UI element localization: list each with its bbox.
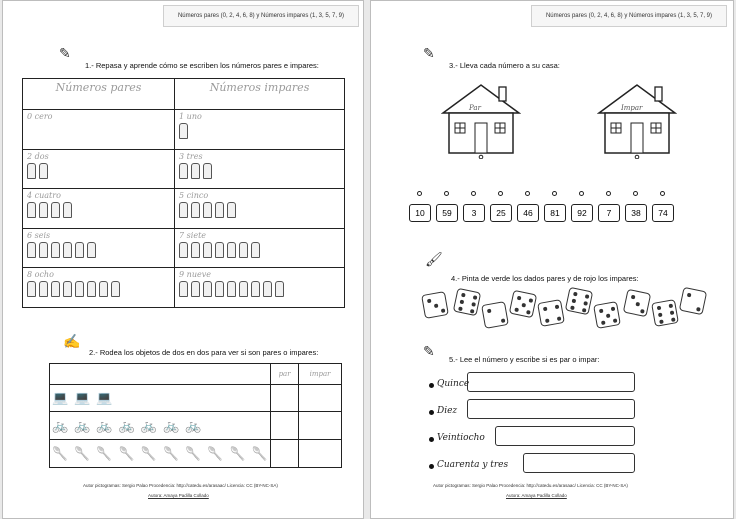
answer-par-cell[interactable]: [271, 384, 299, 412]
object-icon: 🥄: [229, 445, 246, 461]
answer-box[interactable]: [523, 453, 635, 473]
child-figure-icon: [39, 242, 48, 258]
child-figure-icon: [179, 202, 188, 218]
odd-number-cell: [175, 189, 345, 229]
bullet-icon: [429, 437, 434, 442]
page-header: Números pares (0, 2, 4, 6, 8) y Números impares (1, 3, 5, 7, 9): [163, 5, 359, 27]
connector-dot[interactable]: [633, 191, 638, 196]
child-figure-icon: [227, 281, 236, 297]
die-pip: [658, 313, 663, 318]
object-icon: 🚲: [52, 417, 69, 433]
bullet-icon: [429, 383, 434, 388]
number-card[interactable]: 38: [625, 204, 647, 222]
die-pip: [473, 295, 478, 300]
child-figure-icon: [227, 202, 236, 218]
die-pip: [514, 307, 519, 312]
answer-box[interactable]: [467, 399, 635, 419]
page-header: Números pares (0, 2, 4, 6, 8) y Números impares (1, 3, 5, 7, 9): [531, 5, 727, 27]
child-figure-icon: [27, 163, 36, 179]
worksheet-page-left: [2, 0, 364, 519]
die-pip: [529, 298, 534, 303]
children-figures: [179, 242, 340, 258]
odd-number-label: 5 cinco: [179, 191, 209, 201]
die-pip: [458, 306, 463, 311]
connector-dot[interactable]: [417, 191, 422, 196]
odd-number-label: 3 tres: [179, 151, 203, 161]
child-figure-icon: [111, 281, 120, 297]
child-figure-icon: [203, 281, 212, 297]
object-icon: 🥄: [74, 445, 91, 461]
die-pip: [572, 299, 577, 304]
child-figure-icon: [191, 281, 200, 297]
objects-group: [52, 446, 268, 462]
child-figure-icon: [203, 242, 212, 258]
column-header-par: par: [271, 364, 299, 385]
objects-cell: [50, 384, 271, 412]
object-icon: 🚲: [185, 417, 202, 433]
object-icon: 🥄: [162, 445, 180, 461]
pencil-icon: ✎: [423, 343, 435, 359]
die-pip: [471, 302, 476, 307]
child-figure-icon: [239, 242, 248, 258]
odd-number-label: 9 nueve: [179, 270, 211, 280]
answer-impar-cell[interactable]: [299, 412, 342, 440]
object-icon: 💻: [52, 389, 69, 405]
footer-credits: Autor pictogramas: Sergio Palao Procedencia: http://catedu.es/arasaac/ Licencia: CC (BY-NC-SA): [83, 483, 278, 488]
child-figure-icon: [239, 281, 248, 297]
pencil-icon: ✎: [423, 45, 435, 61]
number-word: Quince: [437, 379, 470, 389]
child-figure-icon: [63, 242, 72, 258]
exercise-1-title: 1.- Repasa y aprende cómo se escriben los números pares e impares:: [85, 61, 319, 70]
connector-dot[interactable]: [444, 191, 449, 196]
die-pip: [557, 316, 562, 321]
object-icon: 🚲: [140, 417, 157, 433]
number-card[interactable]: 46: [517, 204, 539, 222]
child-figure-icon: [275, 281, 284, 297]
child-figure-icon: [251, 281, 260, 297]
die-pip: [582, 308, 587, 313]
die-icon[interactable]: [565, 287, 593, 315]
object-icon: 🥄: [52, 445, 69, 461]
number-card[interactable]: 59: [436, 204, 458, 222]
child-figure-icon: [179, 163, 188, 179]
child-figure-icon: [87, 281, 96, 297]
numbers-table: [22, 78, 345, 308]
even-number-label: 6 seis: [27, 230, 51, 240]
number-card[interactable]: 25: [490, 204, 512, 222]
even-number-label: 8 ocho: [27, 270, 54, 280]
die-pip: [545, 318, 550, 323]
bullet-icon: [429, 464, 434, 469]
footer-author: Autora: Amaya Padilla Collado: [148, 493, 209, 498]
child-figure-icon: [179, 242, 188, 258]
die-pip: [671, 317, 676, 322]
die-icon[interactable]: [481, 301, 509, 329]
child-figure-icon: [75, 281, 84, 297]
children-figures: [27, 163, 170, 179]
die-pip: [460, 300, 465, 305]
children-figures: [179, 123, 340, 139]
pencil-icon: ✎: [59, 45, 71, 61]
number-card[interactable]: 92: [571, 204, 593, 222]
connector-dot[interactable]: [471, 191, 476, 196]
die-pip: [696, 307, 701, 312]
die-pip: [583, 301, 588, 306]
die-icon[interactable]: [679, 287, 707, 315]
numbers-rows: [23, 109, 345, 307]
die-pip: [461, 293, 466, 298]
die-pip: [657, 306, 662, 311]
exercise-2-title: 2.- Rodea los objetos de dos en dos para ver si son pares o impares:: [89, 348, 319, 357]
connector-dot[interactable]: [525, 191, 530, 196]
child-figure-icon: [191, 202, 200, 218]
child-figure-icon: [39, 202, 48, 218]
house-impar-label: Impar: [621, 104, 643, 112]
child-figure-icon: [191, 163, 200, 179]
even-number-label: 4 cuatro: [27, 191, 61, 201]
answer-impar-cell[interactable]: [299, 384, 342, 412]
die-pip: [635, 302, 640, 307]
numbers-row: [23, 149, 345, 189]
children-figures: [179, 202, 340, 218]
child-figure-icon: [203, 202, 212, 218]
die-pip: [526, 310, 531, 315]
house-par-icon: [441, 81, 521, 159]
odd-number-cell: [175, 228, 345, 268]
child-figure-icon: [251, 242, 260, 258]
exercise-3-title: 3.- Lleva cada número a su casa:: [449, 61, 560, 70]
house-par-label: Par: [469, 104, 481, 112]
odd-number-cell: [175, 149, 345, 189]
child-figure-icon: [63, 202, 72, 218]
child-figure-icon: [75, 242, 84, 258]
numbers-row: [23, 189, 345, 229]
die-icon[interactable]: [593, 301, 621, 329]
footer-credits: Autor pictogramas: Sergio Palao Procedencia: http://catedu.es/arasaac/ Licencia: CC (BY-NC-SA): [433, 483, 628, 488]
child-figure-icon: [51, 281, 60, 297]
objects-row: [50, 440, 342, 468]
children-figures: [27, 242, 170, 258]
objects-cell: [50, 412, 271, 440]
connector-dot[interactable]: [660, 191, 665, 196]
object-icon: 🚲: [96, 417, 113, 433]
even-number-cell: [23, 189, 175, 229]
die-pip: [543, 307, 548, 312]
odd-number-cell: [175, 109, 345, 149]
even-number-cell: [23, 149, 175, 189]
child-figure-icon: [27, 242, 36, 258]
child-figure-icon: [27, 202, 36, 218]
die-pip: [441, 308, 446, 313]
object-icon: 🥄: [96, 445, 113, 461]
objects-group: [52, 418, 268, 434]
numbers-row: [23, 268, 345, 308]
die-pip: [687, 293, 692, 298]
odd-number-label: 1 uno: [179, 111, 202, 121]
objects-cell: [50, 440, 271, 468]
die-icon[interactable]: [509, 290, 537, 318]
child-figure-icon: [191, 242, 200, 258]
die-pip: [570, 305, 575, 310]
die-pip: [631, 295, 636, 300]
connector-dot[interactable]: [552, 191, 557, 196]
even-number-cell: [23, 228, 175, 268]
column-header-impar: impar: [299, 364, 342, 385]
child-figure-icon: [215, 202, 224, 218]
objects-table: [49, 363, 342, 468]
answer-box[interactable]: [495, 426, 635, 446]
object-icon: 🚲: [118, 417, 135, 433]
objects-rows: [50, 384, 342, 468]
child-figure-icon: [51, 202, 60, 218]
worksheet-page-right: [370, 0, 734, 519]
die-pip: [670, 310, 675, 315]
object-icon: 🥄: [185, 445, 202, 461]
object-icon: 🚲: [74, 417, 91, 433]
answer-impar-cell[interactable]: [299, 440, 342, 468]
answer-par-cell[interactable]: [271, 412, 299, 440]
odd-number-cell: [175, 268, 345, 308]
number-card[interactable]: 81: [544, 204, 566, 222]
die-pip: [611, 307, 616, 312]
connector-dot[interactable]: [498, 191, 503, 196]
number-card[interactable]: 10: [409, 204, 431, 222]
connector-dot[interactable]: [579, 191, 584, 196]
die-pip: [521, 303, 526, 308]
odd-number-label: 7 siete: [179, 230, 207, 240]
die-pip: [669, 304, 674, 309]
object-icon: 🚲: [162, 417, 180, 433]
die-pip: [573, 292, 578, 297]
die-pip: [434, 303, 439, 308]
objects-row: [50, 384, 342, 412]
number-word: Veintiocho: [437, 433, 485, 443]
numbers-row: [23, 228, 345, 268]
die-pip: [487, 309, 492, 314]
object-icon: 🥄: [251, 445, 268, 461]
child-figure-icon: [227, 242, 236, 258]
objects-group: [52, 390, 268, 406]
die-pip: [659, 319, 664, 324]
die-pip: [601, 320, 606, 325]
exercise-4-title: 4.- Pinta de verde los dados pares y de rojo los impares:: [451, 274, 639, 283]
bullet-icon: [429, 410, 434, 415]
children-figures: [179, 163, 340, 179]
die-pip: [555, 305, 560, 310]
children-figures: [27, 281, 170, 297]
die-pip: [517, 296, 522, 301]
die-pip: [585, 294, 590, 299]
child-figure-icon: [263, 281, 272, 297]
connector-dot[interactable]: [606, 191, 611, 196]
die-icon[interactable]: [623, 289, 651, 317]
answer-box[interactable]: [467, 372, 635, 392]
column-header-impares: Números impares: [175, 79, 345, 110]
children-figures: [179, 281, 340, 297]
pencil-hand-icon: ✍: [63, 333, 81, 349]
footer-author: Autora: Amaya Padilla Collado: [506, 493, 567, 498]
child-figure-icon: [27, 281, 36, 297]
object-icon: 💻: [74, 389, 91, 405]
object-icon: 💻: [96, 389, 113, 405]
child-figure-icon: [63, 281, 72, 297]
die-pip: [613, 318, 618, 323]
child-figure-icon: [51, 242, 60, 258]
child-figure-icon: [99, 281, 108, 297]
die-icon[interactable]: [537, 299, 565, 327]
answer-par-cell[interactable]: [271, 440, 299, 468]
die-icon[interactable]: [453, 288, 481, 316]
die-icon[interactable]: [421, 291, 449, 319]
child-figure-icon: [215, 242, 224, 258]
die-pip: [501, 318, 506, 323]
numbers-row: [23, 109, 345, 149]
even-number-cell: [23, 268, 175, 308]
number-word: Diez: [437, 406, 458, 416]
child-figure-icon: [179, 281, 188, 297]
die-pip: [599, 309, 604, 314]
object-icon: 🥄: [207, 445, 224, 461]
child-figure-icon: [39, 281, 48, 297]
die-icon[interactable]: [651, 299, 679, 327]
object-icon: 🥄: [140, 445, 157, 461]
object-icon: 🥄: [118, 445, 135, 461]
number-card[interactable]: 74: [652, 204, 674, 222]
number-card[interactable]: 7: [598, 204, 620, 222]
child-figure-icon: [87, 242, 96, 258]
number-card[interactable]: 3: [463, 204, 485, 222]
painting-icon: 🖌: [425, 251, 443, 267]
house-impar-icon: [597, 81, 677, 159]
die-pip: [470, 309, 475, 314]
child-figure-icon: [39, 163, 48, 179]
even-number-cell: [23, 109, 175, 149]
number-word: Cuarenta y tres: [437, 460, 509, 470]
child-figure-icon: [179, 123, 188, 139]
children-figures: [27, 202, 170, 218]
objects-row: [50, 412, 342, 440]
die-pip: [427, 299, 432, 304]
even-number-label: 2 dos: [27, 151, 49, 161]
column-header-pares: Números pares: [23, 79, 175, 110]
even-number-label: 0 cero: [27, 111, 53, 121]
objects-header-empty: [50, 364, 271, 385]
die-pip: [606, 313, 611, 318]
child-figure-icon: [203, 163, 212, 179]
die-pip: [640, 309, 645, 314]
exercise-5-title: 5.- Lee el número y escribe si es par o impar:: [449, 355, 600, 364]
child-figure-icon: [215, 281, 224, 297]
